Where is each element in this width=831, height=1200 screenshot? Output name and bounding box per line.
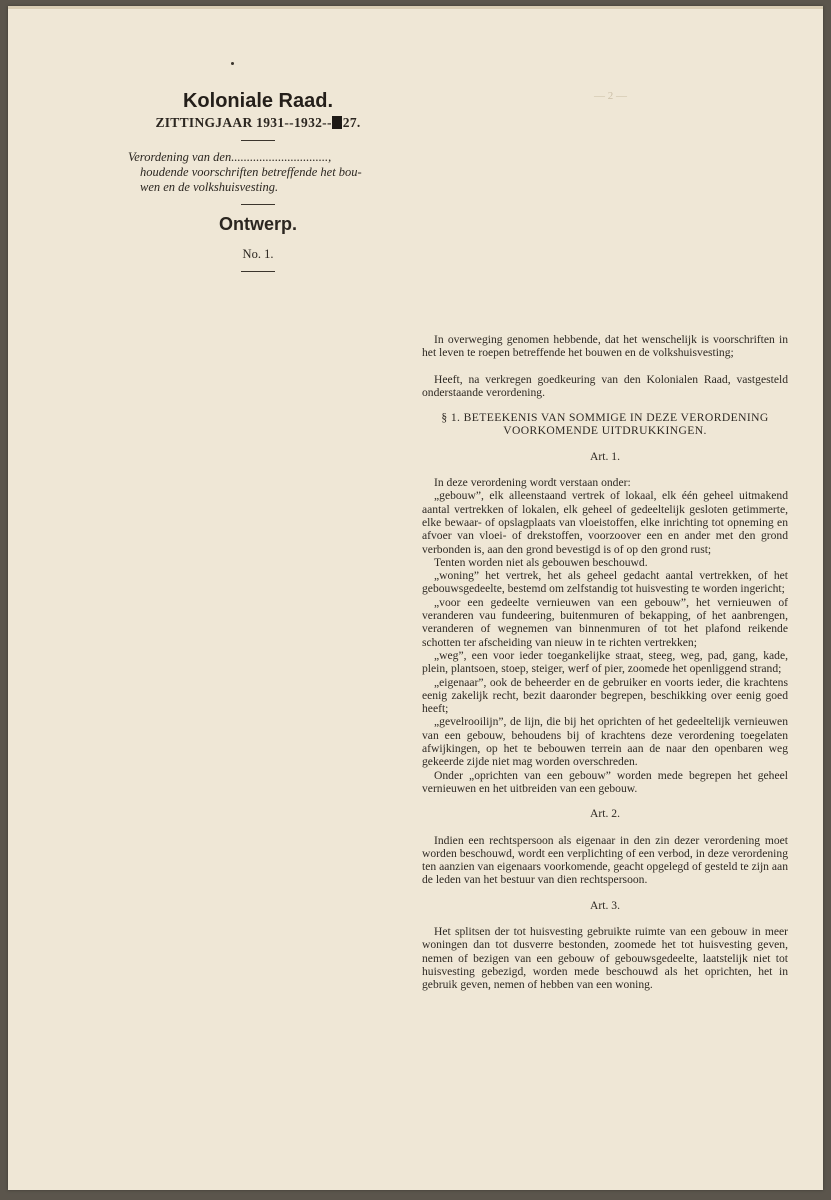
ink-dot [231, 62, 234, 65]
session-year-suffix: 27. [342, 115, 361, 130]
definition-gevelrooilijn: „gevelrooilijn”, de lijn, die bij het oprichten of het gedeeltelijk vernieuwen van een gebouw, behoudens bij of krachtens deze verordening toegelaten afwijkingen, op het te bebouwen terrein aan de naar den openbaren weg gekeerde zijde niet mag worden overschreden. [422, 715, 788, 769]
preamble-paragraph: Heeft, na verkregen goedkeuring van den Kolonialen Raad, vastgesteld onderstaande verordening. [422, 372, 788, 399]
subject-line: houdende voorschriften betreffende het bou- [140, 165, 362, 179]
article-paragraph: Het splitsen der tot huisvesting gebruikte ruimte van een gebouw in meer woningen dan tot dusverre bestonden, zoomede het tot huisvesting geven, nemen of bezigen van een gebouw of gebouwsgedeelte, laatstelijk niet tot huisvesting gebezigd, worden mede beschouwd als het oprichten, het in gebruik geven, nemen of hebben van een woning. [422, 924, 788, 992]
preamble-paragraph: In overweging genomen hebbende, dat het wenschelijk is voorschriften in het leven te roepen betreffende het bouwen en de volkshuisvesting; [422, 333, 788, 360]
document-page [8, 6, 823, 1190]
definition-gebouw: „gebouw”, elk alleenstaand vertrek of lokaal, elk één geheel uitmakend aantal vertrekken of lokalen, elk geheel of gedeeltelijk gesloten getimmerte, elke bewaar- of opslagplaats van vloeistoffen, elke inrichting tot opneming en afvoer van vloei- of drekstoffen, voorzoover een en ander met den grond verbonden is, aan den grond bevestigd is of op den grond rust; [422, 489, 788, 556]
article-paragraph: Onder „oprichten van een gebouw” worden mede begrepen het geheel vernieuwen en het uitbreiden van een gebouw. [422, 768, 788, 795]
definition-woning: „woning” het vertrek, het als geheel gedacht aantal vertrekken, of het gebouwsgedeelte, bestemd om zelfstandig tot huisvesting te worden ingericht; [422, 569, 788, 596]
article-paragraph: Indien een rechtspersoon als eigenaar in den zin dezer verordening moet worden beschouwd, wordt een verplichting of een verbod, in deze verordening ten aanzien van eigenaars voorkomende, geacht opgelegd of gesteld te zijn aan de leden van het bestuur van dien rechtspersoon. [422, 833, 788, 887]
session-year-prefix: ZITTINGJAAR 1931--1932-- [155, 115, 332, 130]
article-heading: Art. 3. [590, 898, 620, 912]
definition-eigenaar: „eigenaar”, ook de beheerder en de gebruiker en voorts ieder, die krachtens eenig zakelijk recht, bezit daaronder begrepen, beschikking over eenig goed heeft; [422, 675, 788, 716]
ordinance-body [422, 333, 788, 991]
ordinance-subject [128, 150, 392, 195]
draft-label: Ontwerp. [218, 214, 297, 234]
ink-blot [332, 116, 342, 129]
divider [241, 271, 275, 272]
document-title: Koloniale Raad. [182, 90, 334, 112]
bleed-through-page-number: — 2 — [594, 90, 627, 102]
document-number: No. 1. [242, 247, 274, 261]
definition-weg: „weg”, een voor ieder toegankelijke straat, steeg, weg, pad, gang, kade, plein, plantsoen, stoep, steiger, werf of pier, zoomede het openliggend strand; [422, 648, 788, 676]
subject-line: wen en de volkshuisvesting. [140, 180, 279, 194]
page-edge [8, 6, 823, 9]
divider [241, 204, 275, 205]
section-heading: § 1. BETEEKENIS VAN SOMMIGE IN DEZE VERORDENING VOORKOMENDE UITDRUKKINGEN. [441, 411, 769, 438]
subject-line: Verordening van den..............................., [128, 150, 332, 164]
definition-vernieuwen: „voor een gedeelte vernieuwen van een gebouw”, het vernieuwen of veranderen vau fundeering, buitenmuren of bekapping, of het aanbrengen, veranderen of wegnemen van binnenmuren of tot het plafond reikende schotten ter afscheiding van nieuw in te richten vertrekken; [422, 595, 788, 649]
divider [241, 140, 275, 141]
article-heading: Art. 1. [590, 449, 620, 463]
header-block [120, 90, 396, 281]
article-heading: Art. 2. [590, 807, 620, 821]
session-year [120, 115, 396, 131]
article-paragraph: Tenten worden niet als gebouwen beschouwd. [434, 555, 648, 569]
article-paragraph: In deze verordening wordt verstaan onder: [434, 476, 631, 490]
